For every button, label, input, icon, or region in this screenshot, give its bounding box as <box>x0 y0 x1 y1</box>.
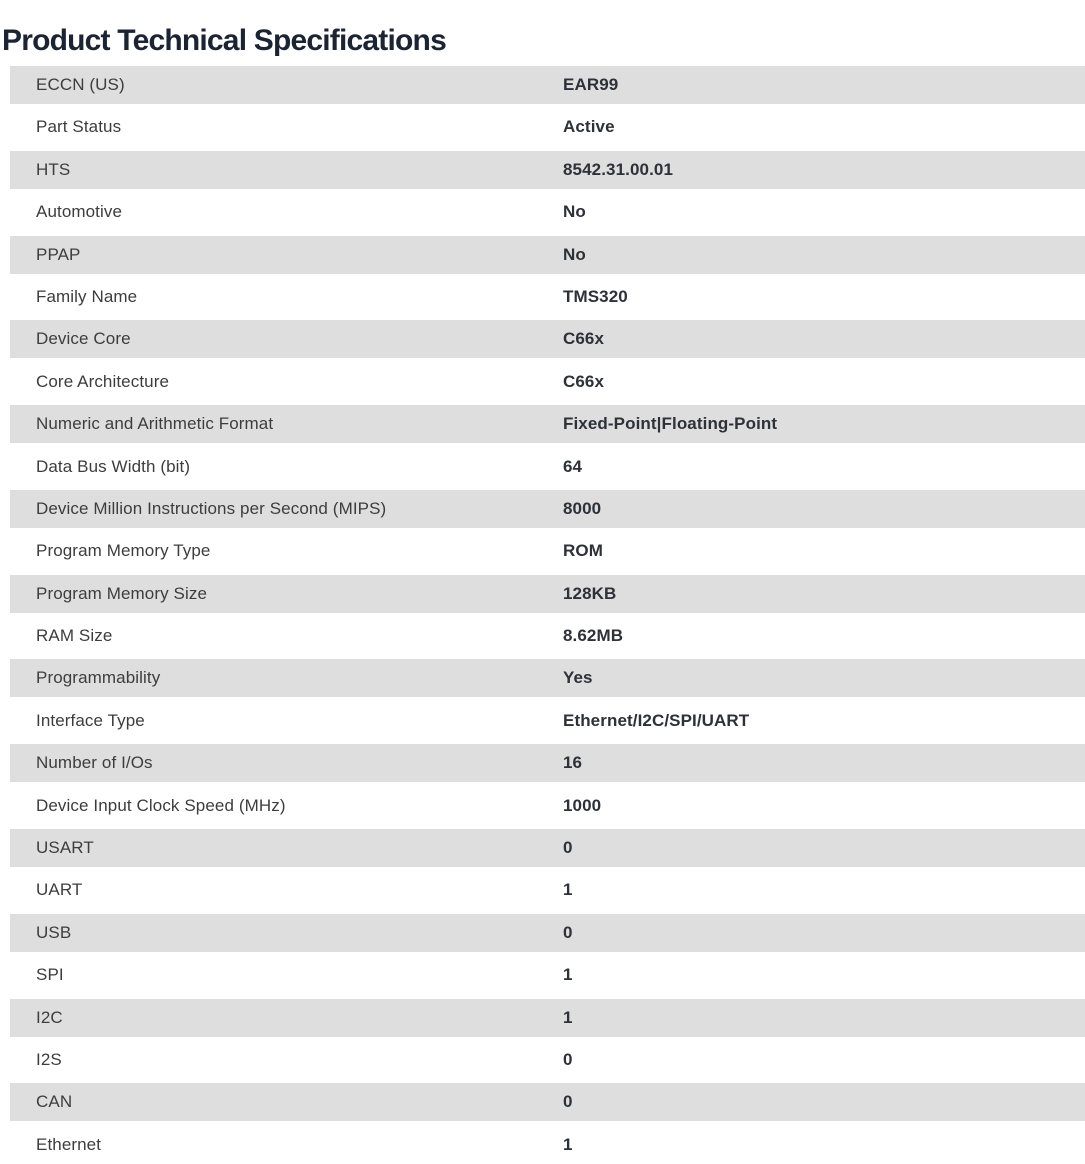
spec-value: 64 <box>563 456 583 476</box>
spec-value: C66x <box>563 329 605 349</box>
spec-value: 1 <box>563 965 573 985</box>
spec-value: 1 <box>563 1134 573 1154</box>
spec-value: Fixed-Point|Floating-Point <box>563 414 778 434</box>
spec-label: Device Core <box>36 329 131 349</box>
spec-value: 1 <box>563 1007 573 1027</box>
spec-row <box>10 914 1085 952</box>
spec-row <box>10 871 1085 909</box>
spec-row <box>10 66 1085 104</box>
spec-value: Ethernet/I2C/SPI/UART <box>563 710 750 730</box>
spec-row <box>10 405 1085 443</box>
spec-value: 1000 <box>563 795 602 815</box>
spec-row <box>10 532 1085 570</box>
spec-row <box>10 490 1085 528</box>
spec-row <box>10 108 1085 146</box>
spec-row <box>10 617 1085 655</box>
spec-value: 8000 <box>563 498 602 518</box>
spec-value: 0 <box>563 838 573 858</box>
spec-row <box>10 702 1085 740</box>
spec-row <box>10 575 1085 613</box>
spec-label: CAN <box>36 1092 73 1112</box>
spec-value: C66x <box>563 371 605 391</box>
spec-value: TMS320 <box>563 286 628 306</box>
spec-value: Active <box>563 117 615 137</box>
spec-label: Core Architecture <box>36 371 170 391</box>
spec-label: RAM Size <box>36 626 113 646</box>
spec-table <box>10 66 1085 1164</box>
spec-label: Device Million Instructions per Second (MIPS) <box>36 498 387 518</box>
spec-label: Interface Type <box>36 710 145 730</box>
spec-value: 0 <box>563 1049 573 1069</box>
spec-label: Automotive <box>36 202 123 222</box>
spec-label: Program Memory Size <box>36 583 207 603</box>
spec-value: ROM <box>563 541 603 561</box>
spec-row <box>10 787 1085 825</box>
spec-label: ECCN (US) <box>36 75 125 94</box>
spec-value: Yes <box>563 668 593 688</box>
spec-value: 8.62MB <box>563 626 624 646</box>
spec-label: Programmability <box>36 668 161 688</box>
spec-label: Program Memory Type <box>36 541 211 561</box>
spec-row <box>10 193 1085 231</box>
spec-label: PPAP <box>36 244 81 264</box>
spec-label: Numeric and Arithmetic Format <box>36 414 274 434</box>
spec-row <box>10 956 1085 994</box>
spec-label: HTS <box>36 159 71 179</box>
spec-label: USART <box>36 838 94 858</box>
spec-row <box>10 1083 1085 1121</box>
spec-row <box>10 829 1085 867</box>
spec-row <box>10 448 1085 486</box>
spec-value: 8542.31.00.01 <box>563 159 674 179</box>
page-title: Product Technical Specifications <box>2 24 446 58</box>
spec-value: 128KB <box>563 583 617 603</box>
spec-row <box>10 999 1085 1037</box>
spec-label: Data Bus Width (bit) <box>36 456 191 476</box>
spec-row <box>10 659 1085 697</box>
spec-label: SPI <box>36 965 64 985</box>
spec-label: Number of I/Os <box>36 753 153 773</box>
spec-label: USB <box>36 922 72 942</box>
spec-label: Ethernet <box>36 1134 102 1154</box>
spec-value: No <box>563 202 586 222</box>
spec-label: Family Name <box>36 286 138 306</box>
spec-label: Part Status <box>36 117 122 137</box>
spec-value: 0 <box>563 1092 573 1112</box>
spec-row <box>10 320 1085 358</box>
spec-row <box>10 1041 1085 1079</box>
spec-row <box>10 151 1085 189</box>
spec-row <box>10 1126 1085 1164</box>
spec-row <box>10 744 1085 782</box>
spec-value: No <box>563 244 586 264</box>
spec-value: 16 <box>563 753 583 773</box>
spec-label: UART <box>36 880 83 900</box>
spec-value: 1 <box>563 880 573 900</box>
spec-label: Device Input Clock Speed (MHz) <box>36 795 286 815</box>
spec-value: 0 <box>563 922 573 942</box>
spec-label: I2C <box>36 1007 63 1027</box>
spec-row <box>10 363 1085 401</box>
spec-row <box>10 236 1085 274</box>
spec-value: EAR99 <box>563 75 619 94</box>
spec-label: I2S <box>36 1049 62 1069</box>
spec-row <box>10 278 1085 316</box>
